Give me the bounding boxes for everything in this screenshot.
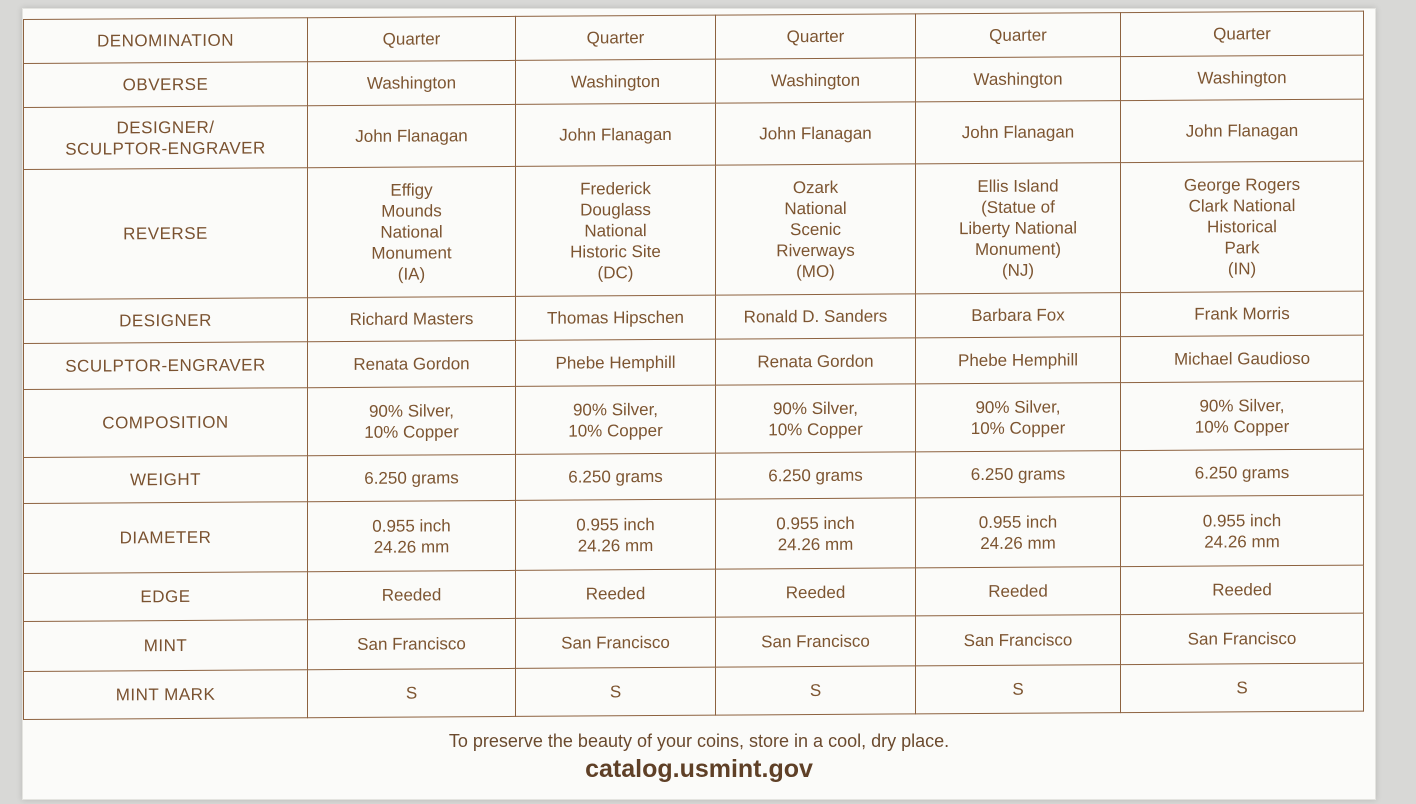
table-cell [516, 499, 716, 570]
table-cell [516, 339, 716, 386]
coin-specification-table [23, 11, 1364, 720]
cell-value: Quarter [382, 29, 441, 49]
table-cell [916, 451, 1121, 498]
cell-value: John Flanagan [559, 124, 672, 145]
row-label-text: EDGE [140, 586, 191, 607]
table-cell [516, 295, 716, 340]
table-body [24, 11, 1364, 719]
row-label-text: OBVERSE [122, 74, 209, 95]
row-label [24, 502, 308, 574]
table-cell [308, 500, 516, 571]
table-cell [716, 666, 916, 715]
cell-value: Ronald D. Sanders [743, 306, 888, 327]
cell-value: S [809, 680, 822, 701]
cell-value: 6.250 grams [1194, 463, 1290, 483]
table-cell [916, 497, 1121, 568]
cell-value: Reeded [988, 581, 1048, 601]
row-label [24, 106, 308, 170]
cell-value: San Francisco [1187, 628, 1297, 649]
row-label-text: MINT [143, 635, 188, 656]
cell-value: Reeded [1212, 580, 1272, 600]
cell-value: Reeded [585, 584, 646, 604]
row-label [24, 670, 308, 720]
table-cell [308, 296, 516, 341]
table-cell [516, 385, 716, 454]
cell-value: San Francisco [761, 631, 870, 652]
table-cell [916, 665, 1121, 714]
cell-value: Richard Masters [349, 309, 474, 329]
table-cell [308, 570, 516, 619]
table-cell [308, 60, 516, 105]
table-cell [916, 13, 1121, 58]
row-label-text: COMPOSITION [102, 412, 229, 433]
cell-value: 90% Silver, 10% Copper [568, 399, 663, 441]
row-label [24, 298, 308, 344]
table-cell [516, 15, 716, 60]
table-cell [1121, 495, 1364, 567]
coin-spec-card [22, 8, 1376, 800]
cell-value: Frank Morris [1194, 304, 1290, 324]
table-cell [1121, 565, 1364, 615]
row-label [24, 456, 308, 504]
cell-value: Reeded [381, 585, 442, 605]
table-row [24, 663, 1364, 719]
cell-value: Ozark National Scenic Riverways (MO) [776, 177, 855, 282]
table-cell [716, 384, 916, 453]
table-cell [1121, 291, 1364, 337]
catalog-url: catalog.usmint.gov [585, 755, 813, 783]
cell-value: Washington [770, 70, 861, 91]
cell-value: Washington [366, 73, 457, 93]
cell-value: 0.955 inch 24.26 mm [1202, 510, 1282, 552]
cell-value: 0.955 inch 24.26 mm [776, 513, 855, 554]
row-label [24, 388, 308, 458]
table-cell [916, 293, 1121, 338]
row-label-text: MINT MARK [115, 684, 216, 705]
table-cell [516, 667, 716, 716]
cell-value: John Flanagan [961, 122, 1075, 143]
table-cell [916, 101, 1121, 164]
table-cell [716, 498, 916, 569]
table-cell [1121, 11, 1364, 57]
cell-value: 6.250 grams [768, 465, 863, 486]
row-label [24, 62, 308, 108]
cell-value: 6.250 grams [568, 466, 663, 487]
cell-value: 0.955 inch 24.26 mm [576, 514, 655, 556]
cell-value: Quarter [786, 26, 845, 47]
table-cell [516, 453, 716, 500]
cell-value: 0.955 inch 24.26 mm [978, 512, 1058, 553]
table-cell [308, 16, 516, 61]
table-cell [516, 569, 716, 618]
cell-value: 90% Silver, 10% Copper [1194, 395, 1290, 437]
row-label-text: DIAMETER [119, 527, 212, 548]
table-row [24, 99, 1364, 169]
cell-value: Effigy Mounds National Monument (IA) [371, 180, 452, 284]
table-cell [1121, 161, 1364, 293]
cell-value: 90% Silver, 10% Copper [768, 398, 863, 439]
table-cell [716, 452, 916, 499]
cell-value: 90% Silver, 10% Copper [364, 400, 459, 442]
table-cell [916, 57, 1121, 102]
row-label-text: WEIGHT [130, 469, 201, 490]
cell-value: San Francisco [357, 634, 466, 654]
table-cell [516, 103, 716, 166]
row-label-text: DESIGNER [119, 310, 212, 331]
cell-value: John Flanagan [759, 123, 872, 144]
cell-value: Quarter [586, 28, 645, 48]
table-cell [516, 59, 716, 104]
table-cell [716, 58, 916, 103]
table-cell [1121, 381, 1364, 451]
table-cell [1121, 663, 1364, 713]
table-cell [308, 454, 516, 501]
row-label [24, 342, 308, 390]
storage-note: To preserve the beauty of your coins, store in a cool, dry place. [448, 731, 950, 751]
table-cell [716, 568, 916, 617]
row-label [24, 620, 308, 672]
cell-value: George Rogers Clark National Historical Park (IN) [1183, 174, 1301, 279]
row-label [24, 572, 308, 622]
row-label-text: DESIGNER/ SCULPTOR-ENGRAVER [65, 117, 266, 159]
table-cell [1121, 335, 1364, 383]
cell-value: Phebe Hemphill [957, 350, 1078, 371]
cell-value: Washington [570, 71, 661, 92]
table-row [24, 613, 1364, 671]
row-label-text: REVERSE [123, 223, 208, 244]
cell-value: Reeded [785, 582, 846, 603]
table-cell [1121, 449, 1364, 497]
cell-value: Ellis Island (Statue of Liberty National Monument) (NJ) [958, 176, 1078, 280]
table-cell [716, 294, 916, 339]
table-row [24, 335, 1364, 389]
cell-value: Washington [1197, 68, 1287, 88]
table-cell [1121, 55, 1364, 101]
table-cell [716, 616, 916, 667]
table-cell [716, 14, 916, 59]
cell-value: S [405, 683, 418, 703]
cell-value: San Francisco [561, 632, 670, 653]
cell-value: 6.250 grams [970, 464, 1066, 485]
table-cell [516, 165, 716, 296]
cell-value: Barbara Fox [971, 305, 1065, 326]
cell-value: John Flanagan [355, 126, 468, 146]
cell-value: S [1236, 678, 1248, 698]
table-cell [308, 618, 516, 669]
table-row [24, 449, 1364, 503]
cell-value: 90% Silver, 10% Copper [970, 396, 1066, 438]
table-row [24, 565, 1364, 621]
cell-value: Michael Gaudioso [1173, 348, 1311, 369]
table-cell [1121, 99, 1364, 163]
cell-value: San Francisco [963, 630, 1073, 651]
cell-value: Frederick Douglass National Historic Site (DC) [570, 179, 661, 283]
table-cell [916, 567, 1121, 616]
table-cell [308, 166, 516, 297]
row-label-text: DENOMINATION [97, 30, 234, 51]
table-cell [916, 163, 1121, 294]
table-row [24, 495, 1364, 573]
row-label-text: SCULPTOR-ENGRAVER [65, 355, 266, 376]
table-cell [716, 338, 916, 385]
cell-value: Quarter [1213, 24, 1271, 44]
table-cell [308, 668, 516, 717]
cell-value: Renata Gordon [353, 354, 470, 374]
table-cell [308, 386, 516, 455]
table-cell [716, 164, 916, 295]
row-label [24, 18, 308, 64]
cell-value: S [1012, 679, 1024, 699]
table-cell [916, 615, 1121, 666]
cell-value: John Flanagan [1185, 120, 1299, 141]
table-cell [1121, 613, 1364, 665]
cell-value: Washington [973, 69, 1063, 90]
cell-value: Phebe Hemphill [555, 352, 676, 373]
cell-value: S [609, 682, 622, 702]
table-cell [716, 102, 916, 165]
table-cell [308, 104, 516, 167]
table-cell [516, 617, 716, 668]
row-label [24, 168, 308, 300]
table-row [24, 381, 1364, 457]
cell-value: Quarter [989, 25, 1047, 45]
table-cell [308, 340, 516, 387]
cell-value: 6.250 grams [364, 468, 459, 488]
table-row [24, 161, 1364, 299]
cell-value: Thomas Hipschen [546, 307, 684, 328]
cell-value: Renata Gordon [757, 351, 874, 372]
table-cell [916, 337, 1121, 384]
table-cell [916, 383, 1121, 452]
cell-value: 0.955 inch 24.26 mm [372, 515, 451, 557]
